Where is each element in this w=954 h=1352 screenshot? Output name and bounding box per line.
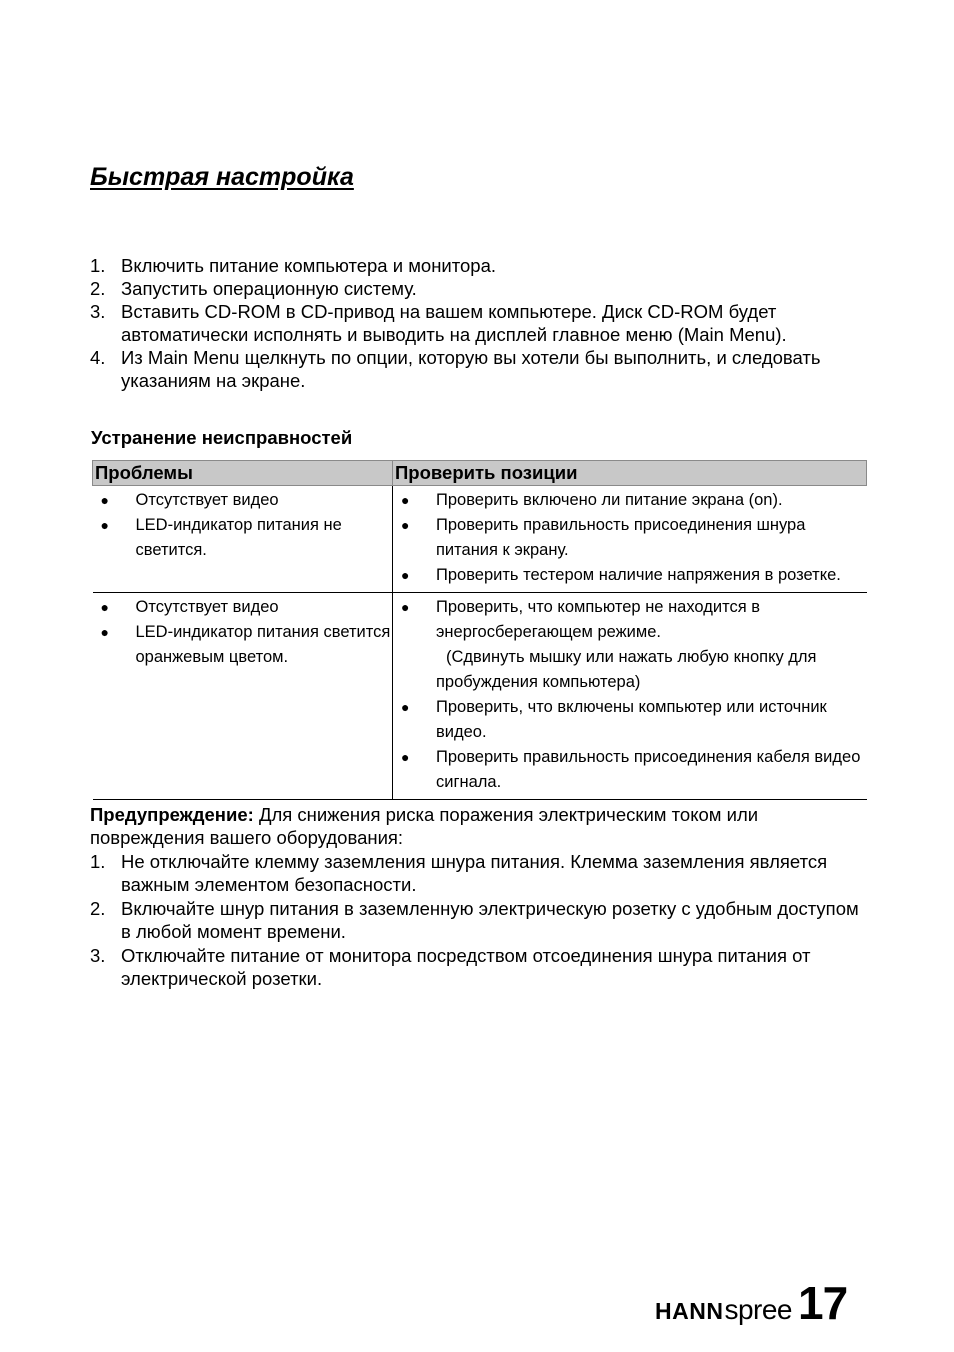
warning-list <box>90 850 860 991</box>
check-text: Проверить правильность присоединения кабеля видео сигнала. <box>436 748 861 791</box>
note-text: (Сдвинуть мышку или нажать любую кнопку для пробуждения компьютера) <box>436 648 817 691</box>
warning-label: Предупреждение: <box>90 804 254 825</box>
item-text: Отключайте питание от монитора посредством отсоединения шнура питания от электрической розетки. <box>121 945 811 989</box>
troubleshooting-table <box>92 460 867 800</box>
list-item <box>393 488 867 513</box>
list-item <box>90 944 860 990</box>
list-item <box>393 745 867 795</box>
page-number: 17 <box>798 1277 848 1329</box>
item-number: 2. <box>90 278 106 299</box>
item-text: Не отключайте клемму заземления шнура питания. Клемма заземления является важным элементом безопасности. <box>121 851 828 895</box>
problem-text: Отсутствует видео <box>135 598 279 616</box>
checks-cell <box>393 486 867 593</box>
item-number: 4. <box>90 347 106 368</box>
item-number: 1. <box>90 851 106 872</box>
bullet-icon: ● <box>401 599 410 615</box>
item-text: Вставить CD-ROM в CD-привод на вашем компьютере. Диск CD-ROM будет автоматически исполнять и выводить на дисплей главное меню (Main Menu). <box>121 301 787 345</box>
table-header-row <box>93 461 867 486</box>
list-item <box>393 595 867 645</box>
item-number: 1. <box>90 255 106 276</box>
item-text: Включайте шнур питания в заземленную электрическую розетку с удобным доступом в любой момент времени. <box>121 898 859 942</box>
problems-cell <box>93 593 393 800</box>
problems-cell <box>93 486 393 593</box>
bullet-icon: ● <box>401 749 410 765</box>
check-text: Проверить включено ли питание экрана (on). <box>436 491 783 509</box>
bullet-icon: ● <box>401 567 410 583</box>
list-item <box>90 897 860 943</box>
problem-text: Отсутствует видео <box>135 491 279 509</box>
page-title: Быстрая настройка <box>90 163 354 191</box>
problem-text: LED-индикатор питания светится оранжевым цветом. <box>135 623 391 666</box>
item-number: 2. <box>90 898 106 919</box>
list-item <box>93 488 393 513</box>
column-header-problems: Проблемы <box>93 461 393 486</box>
check-text: Проверить тестером наличие напряжения в розетке. <box>436 566 841 584</box>
item-number: 3. <box>90 945 106 966</box>
table-row <box>93 486 867 593</box>
check-note <box>393 645 867 695</box>
table-row <box>93 593 867 800</box>
item-text: Запустить операционную систему. <box>121 278 417 299</box>
list-item <box>93 513 393 563</box>
item-text: Из Main Menu щелкнуть по опции, которую вы хотели бы выполнить, и следовать указаниям на экране. <box>121 347 821 391</box>
bullet-icon: ● <box>100 599 109 615</box>
list-item <box>90 850 860 896</box>
page-footer <box>655 1276 848 1329</box>
problem-text: LED-индикатор питания не светится. <box>135 516 342 559</box>
bullet-icon: ● <box>401 517 410 533</box>
list-item <box>90 346 860 392</box>
bullet-icon: ● <box>100 517 109 533</box>
bullet-icon: ● <box>100 624 109 640</box>
check-text: Проверить правильность присоединения шнура питания к экрану. <box>436 516 806 559</box>
setup-steps-list <box>90 254 860 392</box>
check-text: Проверить, что компьютер не находится в энергосберегающем режиме. <box>436 598 760 641</box>
check-text: Проверить, что включены компьютер или источник видео. <box>436 698 827 741</box>
warning-text: Для снижения риска поражения электрическим током или повреждения вашего оборудования: <box>90 804 759 848</box>
bullet-icon: ● <box>401 699 410 715</box>
list-item <box>393 695 867 745</box>
bullet-icon: ● <box>100 492 109 508</box>
checks-cell <box>393 593 867 800</box>
list-item <box>90 277 860 300</box>
bullet-icon: ● <box>401 492 410 508</box>
column-header-check: Проверить позиции <box>393 461 867 486</box>
item-number: 3. <box>90 301 106 322</box>
list-item <box>93 620 393 670</box>
warning-paragraph <box>90 803 860 849</box>
brand-logo-light: spree <box>724 1294 792 1325</box>
list-item <box>90 300 860 346</box>
brand-logo-bold: HANN <box>655 1298 724 1324</box>
list-item <box>90 254 860 277</box>
troubleshooting-heading: Устранение неисправностей <box>91 427 353 448</box>
item-text: Включить питание компьютера и монитора. <box>121 255 497 276</box>
list-item <box>393 563 867 588</box>
list-item <box>93 595 393 620</box>
list-item <box>393 513 867 563</box>
